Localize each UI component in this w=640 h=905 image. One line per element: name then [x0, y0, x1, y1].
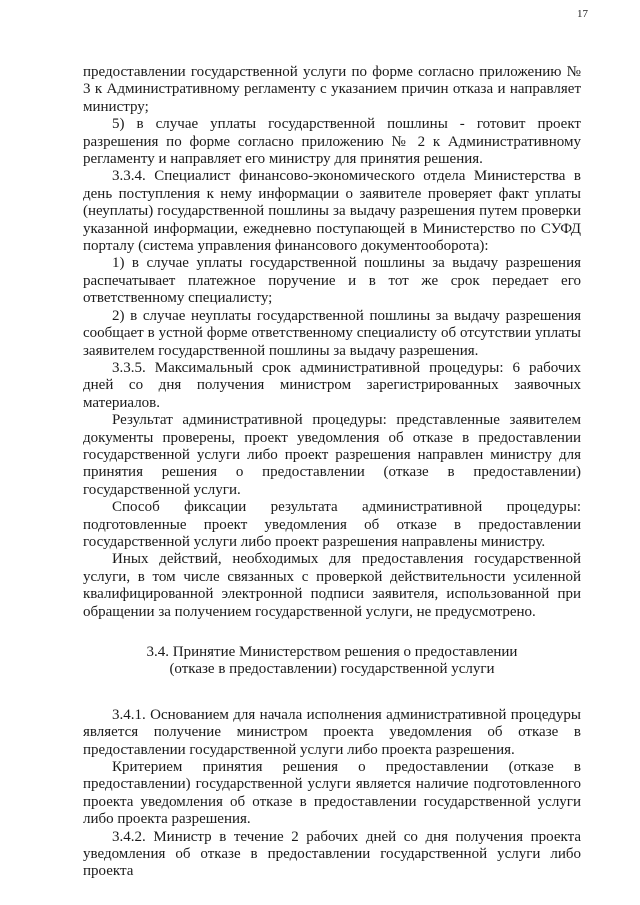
section-heading-line-2: (отказе в предоставлении) государственной услуги: [169, 661, 495, 678]
paragraph-criteria: Критерием принятия решения о предоставлении (отказе в предоставлении) государственной услуги является наличие подготовленного проекта уведомления об отказе в предоставлении государственной услуги либо проекта разрешения.: [83, 759, 581, 828]
section-heading-line-1: 3.4. Принятие Министерством решения о предоставлении: [146, 644, 518, 660]
paragraph-3-4-2: 3.4.2. Министр в течение 2 рабочих дней со дня получения проекта уведомления об отказе в предоставлении государственной услуги либо проекта: [83, 828, 581, 880]
paragraph-3-3-4: 3.3.4. Специалист финансово-экономического отдела Министерства в день поступления к нему информации о заявителе проверяет факт уплаты (неуплаты) государственной пошлины за выдачу разрешения путем проверки указанной информации, ежедневно поступающей в Министерство по СУФД порталу (система управления финансового документооборота):: [83, 168, 581, 255]
document-body: [83, 64, 581, 881]
paragraph-continuation: предоставлении государственной услуги по форме согласно приложению № 3 к Административному регламенту с указанием причин отказа и направляет министру;: [83, 64, 581, 115]
paragraph-item-2: 2) в случае неуплаты государственной пошлины за выдачу разрешения сообщает в устной форме ответственному специалисту об отсутствии уплаты заявителем государственной пошлины за выдачу разрешения.: [83, 307, 581, 359]
paragraph-3-4-1: 3.4.1. Основанием для начала исполнения административной процедуры является получение министром проекта уведомления об отказе в предоставлении государственной услуги либо проекта разрешения.: [83, 706, 581, 758]
paragraph-item-1: 1) в случае уплаты государственной пошлины за выдачу разрешения распечатывает платежное поручение и в тот же срок передает его ответственному специалисту;: [83, 255, 581, 307]
section-heading-3-4: [83, 644, 581, 679]
paragraph-result: Результат административной процедуры: представленные заявителем документы проверены, проект уведомления об отказе в предоставлении государственной услуги либо проект разрешения направлен министру для принятия решения о предоставлении (отказе в предоставлении) государственной услуги.: [83, 412, 581, 498]
paragraph-item-5: 5) в случае уплаты государственной пошлины - готовит проект разрешения по форме согласно приложению № 2 к Административному регламенту и направляет его министру для принятия решения.: [83, 116, 581, 168]
page-number: 17: [577, 8, 588, 20]
paragraph-fixation: Способ фиксации результата административной процедуры: подготовленные проект уведомления об отказе в предоставлении государственной услуги либо проект разрешения направлены министру.: [83, 499, 581, 550]
paragraph-other-actions: Иных действий, необходимых для предоставления государственной услуги, в том числе связанных с проверкой действительности усиленной квалифицированной электронной подписи заявителя, использованной при обращении за получением государственной услуги, не предусмотрено.: [83, 551, 581, 620]
paragraph-3-3-5: 3.3.5. Максимальный срок административной процедуры: 6 рабочих дней со дня получения министром зарегистрированных заявочных материалов.: [83, 359, 581, 411]
